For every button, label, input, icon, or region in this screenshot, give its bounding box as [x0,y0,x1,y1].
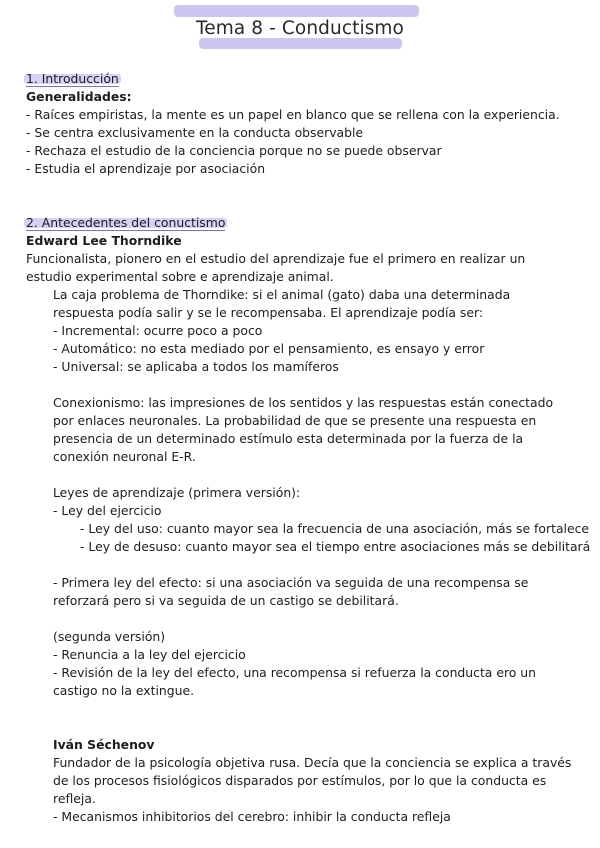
section1-subheading: Generalidades: [26,89,132,104]
thorndike-intro: Funcionalista, pionero en el estudio del aprendizaje fue el primero en realizar un estudio experimental sobre e aprendizaje animal. [26,251,526,284]
caja-problema: La caja problema de Thorndike: si el animal (gato) daba una determinada respuesta podía salir y se le recompensaba. El aprendizaje podía ser: [53,287,511,320]
list-item: - Universal: se aplicaba a todos los mamíferos [53,359,339,374]
spacer [53,556,574,574]
list-item: - Ley del ejercicio [53,503,162,518]
section2-heading: 2. Antecedentes del conuctismo [26,215,226,230]
list-item: - Mecanismos inhibitorios del cerebro: inhibir la conducta refleja [53,809,451,824]
title-highlight-top [174,5,419,17]
section1-heading: 1. Introducción [26,71,119,86]
list-item: - Rechaza el estudio de la conciencia porque no se puede observar [26,143,442,158]
list-item: - Se centra exclusivamente en la conducta observable [26,125,364,140]
ley-efecto: - Primera ley del efecto: si una asociación va seguida de una recompensa se reforzará pero si va seguida de un castigo se debilitará. [53,575,529,608]
spacer [53,376,574,394]
segunda-version-title: (segunda versión) [53,629,166,644]
list-item: - Revisión de la ley del efecto, una recompensa si refuerza la conducta ero un castigo no la extingue. [53,665,537,698]
title-area [0,4,600,54]
list-item: - Estudia el aprendizaje por asociación [26,161,266,176]
heading-underline [26,86,119,87]
section2-heading-line [26,214,574,232]
thorndike-name: Edward Lee Thorndike [26,233,182,248]
section1-heading-line [26,70,574,88]
thorndike-block [26,286,591,826]
list-item: - Raíces empiristas, la mente es un papel en blanco que se rellena con la experiencia. [26,107,560,122]
list-item: - Renuncia a la ley del ejercicio [53,647,246,662]
spacer [53,610,574,628]
page-title: Tema 8 - Conductismo [196,18,404,39]
spacer [53,700,574,736]
spacer [53,466,574,484]
heading-underline [26,230,225,231]
list-item: - Automático: no esta mediado por el pensamiento, es ensayo y error [53,341,485,356]
list-item: - Incremental: ocurre poco a poco [53,323,263,338]
sechenov-name: Iván Séchenov [53,737,155,752]
sechenov-text: Fundador de la psicología objetiva rusa. Decía que la conciencia se explica a través de los procesos fisiológicos disparados por estímulos, por lo que la conducta es refleja. [53,755,572,806]
spacer [26,178,574,214]
document-body [26,70,591,826]
leyes-title: Leyes de aprendizaje (primera versión): [53,485,301,500]
list-item: - Ley de desuso: cuanto mayor sea el tiempo entre asociaciones más se debilitará [80,539,591,554]
list-item: - Ley del uso: cuanto mayor sea la frecuencia de una asociación, más se fortalece [80,521,590,536]
conexionismo: Conexionismo: las impresiones de los sentidos y las respuestas están conectado por enlaces neuronales. La probabilidad de que se presente una respuesta en presencia de un determinado estímulo esta determinada por la fuerza de la conexión neuronal E-R. [53,395,554,464]
